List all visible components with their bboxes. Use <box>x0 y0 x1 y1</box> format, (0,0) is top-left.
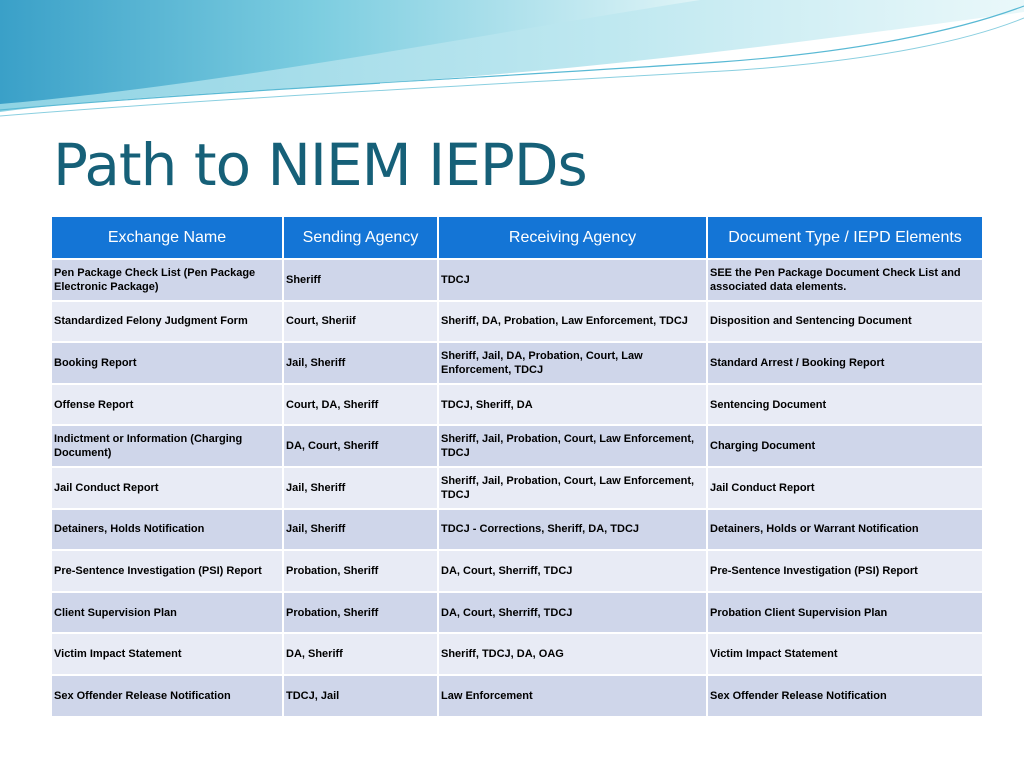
table-row <box>51 467 983 509</box>
cell-receiving-agency: Sheriff, Jail, DA, Probation, Court, Law Enforcement, TDCJ <box>438 342 707 384</box>
cell-sending-agency: DA, Court, Sheriff <box>283 425 438 467</box>
cell-exchange-name: Standardized Felony Judgment Form <box>51 301 283 343</box>
cell-sending-agency: Jail, Sheriff <box>283 342 438 384</box>
iepd-table <box>50 215 984 718</box>
header-document-type: Document Type / IEPD Elements <box>707 216 983 259</box>
table-header-row <box>51 216 983 259</box>
table-row <box>51 384 983 426</box>
cell-receiving-agency: Sheriff, Jail, Probation, Court, Law Enforcement, TDCJ <box>438 467 707 509</box>
cell-receiving-agency: TDCJ <box>438 259 707 301</box>
table-row <box>51 633 983 675</box>
header-receiving-agency: Receiving Agency <box>438 216 707 259</box>
cell-exchange-name: Booking Report <box>51 342 283 384</box>
table-row <box>51 259 983 301</box>
cell-sending-agency: Probation, Sheriff <box>283 592 438 634</box>
cell-receiving-agency: Sheriff, DA, Probation, Law Enforcement, TDCJ <box>438 301 707 343</box>
cell-receiving-agency: DA, Court, Sherriff, TDCJ <box>438 550 707 592</box>
cell-document-type: Sex Offender Release Notification <box>707 675 983 717</box>
iepd-table-container <box>50 215 982 718</box>
table-row <box>51 509 983 551</box>
cell-sending-agency: DA, Sheriff <box>283 633 438 675</box>
cell-exchange-name: Client Supervision Plan <box>51 592 283 634</box>
cell-document-type: Disposition and Sentencing Document <box>707 301 983 343</box>
cell-sending-agency: Court, Sheriif <box>283 301 438 343</box>
table-row <box>51 592 983 634</box>
cell-exchange-name: Pre-Sentence Investigation (PSI) Report <box>51 550 283 592</box>
cell-document-type: Jail Conduct Report <box>707 467 983 509</box>
cell-sending-agency: Sheriff <box>283 259 438 301</box>
cell-document-type: SEE the Pen Package Document Check List and associated data elements. <box>707 259 983 301</box>
cell-exchange-name: Detainers, Holds Notification <box>51 509 283 551</box>
cell-exchange-name: Jail Conduct Report <box>51 467 283 509</box>
cell-exchange-name: Pen Package Check List (Pen Package Electronic Package) <box>51 259 283 301</box>
table-row <box>51 675 983 717</box>
table-row <box>51 342 983 384</box>
cell-exchange-name: Offense Report <box>51 384 283 426</box>
cell-sending-agency: TDCJ, Jail <box>283 675 438 717</box>
table-row <box>51 301 983 343</box>
cell-sending-agency: Jail, Sheriff <box>283 467 438 509</box>
cell-receiving-agency: TDCJ - Corrections, Sheriff, DA, TDCJ <box>438 509 707 551</box>
cell-document-type: Charging Document <box>707 425 983 467</box>
cell-receiving-agency: DA, Court, Sherriff, TDCJ <box>438 592 707 634</box>
cell-sending-agency: Jail, Sheriff <box>283 509 438 551</box>
cell-document-type: Victim Impact Statement <box>707 633 983 675</box>
cell-document-type: Sentencing Document <box>707 384 983 426</box>
cell-receiving-agency: Law Enforcement <box>438 675 707 717</box>
cell-sending-agency: Court, DA, Sheriff <box>283 384 438 426</box>
decorative-wave-banner <box>0 0 1024 120</box>
cell-exchange-name: Sex Offender Release Notification <box>51 675 283 717</box>
cell-document-type: Probation Client Supervision Plan <box>707 592 983 634</box>
header-sending-agency: Sending Agency <box>283 216 438 259</box>
cell-receiving-agency: TDCJ, Sheriff, DA <box>438 384 707 426</box>
table-row <box>51 425 983 467</box>
cell-sending-agency: Probation, Sheriff <box>283 550 438 592</box>
cell-exchange-name: Indictment or Information (Charging Document) <box>51 425 283 467</box>
table-row <box>51 550 983 592</box>
cell-document-type: Standard Arrest / Booking Report <box>707 342 983 384</box>
header-exchange-name: Exchange Name <box>51 216 283 259</box>
cell-document-type: Pre-Sentence Investigation (PSI) Report <box>707 550 983 592</box>
cell-document-type: Detainers, Holds or Warrant Notification <box>707 509 983 551</box>
cell-exchange-name: Victim Impact Statement <box>51 633 283 675</box>
slide-title: Path to NIEM IEPDs <box>53 131 587 199</box>
cell-receiving-agency: Sheriff, Jail, Probation, Court, Law Enforcement, TDCJ <box>438 425 707 467</box>
cell-receiving-agency: Sheriff, TDCJ, DA, OAG <box>438 633 707 675</box>
